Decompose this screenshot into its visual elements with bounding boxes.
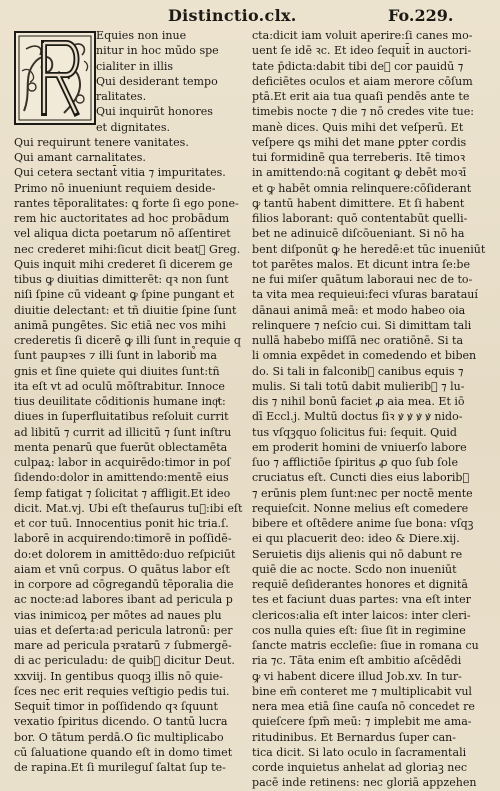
text-line: requieſcit. Nonne melius eſt comedere: [252, 501, 469, 515]
text-line: li omnia expēdet in comedendo et biben: [252, 349, 477, 363]
text-line: mare ad pericula pꝛratarū ⁊ ſubmergē-: [14, 639, 232, 652]
text-line: do. Si tali in falconib᷒ canibus equis ⁊: [252, 364, 464, 378]
text-line: tica dicit. Si lato oculo in ſacramentali: [252, 745, 467, 759]
text-line: bibere et oſtēdere anime ſue bona: vſqꝫ: [252, 517, 474, 530]
text-line: et cor tuū. Innocentius ponit hic tria.ſ.: [14, 517, 229, 530]
text-line: clericos:alia eſt inter laicos: inter cleri-: [252, 608, 471, 622]
text-line: bor. O tātum perdā.O ſic multiplicabo: [14, 730, 224, 744]
text-line: rantes tēporalitates: ꝗ forte ſi ego pone-: [14, 196, 239, 210]
text-line: cta:dicit iam voluit aperire:ſi canes mo-: [252, 29, 473, 42]
text-line: ſunt paupꝛes ⁊ illi ſunt in laborib᷒ ma: [14, 349, 217, 363]
text-line: manè dices. Quis mihi det veſperū. Et: [252, 120, 464, 134]
text-line: tes et faciunt duas partes: vna eſt inter: [252, 593, 471, 607]
text-line: ta vita mea requieui:feci vſuras baratauí: [252, 288, 478, 302]
running-title: Distinctio.clx.: [168, 6, 297, 25]
text-line: niſi ſpine cū videant ꝙ ſpine pungant et: [14, 288, 235, 302]
text-line: culpaꝝ: labor in acquirēdo:timor in poſ: [14, 456, 231, 469]
left-text-column: [14, 28, 246, 775]
text-line: Qui desiderant tempo: [96, 74, 218, 88]
text-line: deficiētes oculos et aiam merore cōſum: [252, 74, 473, 88]
text-line: bine em̄ conteret me ⁊ multiplicabit vul: [252, 684, 472, 698]
text-line: tus vſqꝫquo ſolicitus fui: ſequit. Quid: [252, 425, 457, 439]
text-line: ptā.Et erit aia tua quaſi pendēs ante te: [252, 90, 470, 103]
text-line: gnis et ſine quiete qui diuites ſunt:tñ: [14, 364, 220, 378]
text-line: Qui requirunt tenere vanitates.: [14, 135, 189, 149]
text-line: cos nulla quies eſt: ſiue ſit in regimine: [252, 623, 466, 637]
text-line: animā pungētes. Sic etiā nec vos mihi: [14, 318, 226, 332]
text-line: ⁊ erūnis plem ſunt:nec per noctē mente: [252, 486, 473, 500]
text-line: ac nocte:ad labores ibant ad pericula p: [14, 593, 233, 607]
text-line: Primo nō inueniunt requiem deside-: [14, 181, 216, 195]
text-line: rem hic auctoritates ad hoc probādum: [14, 212, 230, 225]
text-line: bet ne adinuicē diſcōueniant. Si nō ha: [252, 227, 465, 241]
text-line: em proderit homini de vniuerſo labore: [252, 440, 467, 454]
text-line: do:et dolorem in amittēdo:duo reſpiciūt: [14, 547, 236, 561]
right-text-column: [252, 28, 492, 791]
text-line: requiē deſiderantes honores et dignitā: [252, 578, 468, 591]
text-line: ſces nec erit requies veſtigio pedis tui.: [14, 684, 230, 698]
text-line: ne fui miſer quātum laboraui nec de to-: [252, 273, 473, 286]
text-line: et ꝙ habēt omnia relinquere:cōſiderant: [252, 181, 472, 195]
text-line: menta penarū que fuerūt oblectamēta: [14, 440, 228, 454]
text-line: timebis nocte ⁊ die ⁊ nō credes vite tue:: [252, 105, 475, 119]
text-line: ꝙ tantū habent dimittere. Et ſi habent: [252, 196, 465, 210]
text-line: relinquere ⁊ neſcio cui. Si dimittam tali: [252, 318, 472, 332]
text-line: Qui amant carnalitates.: [14, 151, 146, 164]
text-line: veſpere ꝗs mihi det mane ꝑpter cordis: [252, 135, 467, 149]
running-header: [0, 6, 500, 28]
text-line: bent diſponūt ꝙ he heredē:et tūc inueniūt: [252, 242, 486, 256]
text-line: Sequit̄ timor in poſſidendo qꝛ ſquunt: [14, 700, 218, 713]
text-line: Quis inquit mihi crederet ſi dicerem ge: [14, 257, 233, 271]
text-line: nera mea etiā ſine cauſa nō concedet re: [252, 700, 475, 713]
text-line: tui formidinē qua terreberis. Itē timoꝛ: [252, 151, 466, 164]
text-line: ſidendo:dolor in amittendo:mentē eius: [14, 471, 229, 485]
text-line: diues in ſuperfluitatibus reſoluit currit: [14, 410, 229, 424]
text-line: Qui inquirūt honores: [96, 105, 213, 119]
folio-number: Fo.229.: [388, 6, 454, 25]
text-line: corde inquietus anhelat ad gloriaꝫ nec: [252, 761, 468, 774]
text-line: mulis. Si tali totū dabit mulierib᷒ ⁊ lu-: [252, 379, 465, 393]
text-line: filios laborant: quō contentabūt quelli-: [252, 212, 468, 225]
text-line: quieſcere ſpm̄ meū: ⁊ implebit me ama-: [252, 715, 472, 729]
text-line: dānaui animā meā: et modo habeo oia: [252, 303, 466, 317]
text-line: quiē die ac nocte. Scdo non inueniūt: [252, 562, 457, 576]
text-line: ſancte matris eccleſie: ſiue in romana cu: [252, 639, 479, 652]
text-line: et dignitates.: [96, 120, 170, 134]
text-line: cruciatus eſt. Cuncti dies eius laborib᷒: [252, 471, 470, 485]
text-line: tibus ꝙ diuitias dimitterēt: qꝛ non ſunt: [14, 273, 229, 286]
text-line: pacē inde retinens: nec gloriā appzehen: [252, 776, 477, 790]
text-line: uent ſe idē ꝛc. Et ideo ſequit̄ in auctori-: [252, 44, 472, 58]
text-line: Qui cetera sectant̄ vitia ⁊ impuritates.: [14, 166, 226, 180]
text-line: cialiter in illis: [96, 59, 174, 73]
text-line: ſemp fatigat ⁊ ſolicitat ⁊ affligit.Et ideo: [14, 486, 231, 500]
text-line: aiam et vnū corpus. O quātus labor eſt: [14, 562, 230, 576]
text-line: di ac periculadu: de quib᷒ dicitur Deut.: [14, 654, 235, 668]
text-line: Equies non inue: [96, 29, 187, 42]
text-line: vel aliqua dicta poetarum nō aſſentiret: [14, 227, 231, 241]
text-line: vias inimicoꝝ per mōtes ad naues plu: [14, 608, 222, 622]
text-line: ria ⁊c. Tāta enim eſt ambitio aſcēdēdi: [252, 654, 462, 668]
text-line: tot parētes malos. Et dicunt intra ſe:be: [252, 257, 471, 271]
text-line: nec crederet mihi:ſicut dicit beat᷒ Greg.: [14, 242, 241, 256]
text-line: tius deuilitate cōditionis humane inqͣt:: [14, 395, 226, 408]
text-line: xxviij. In gentibus quoqꝫ illis nō quie-: [14, 669, 223, 683]
text-line: ꝙ vi habent dicere illud Job.xv. In tur-: [252, 669, 462, 683]
text-line: dicit. Mat.vj. Ubi eſt theſaurus tu᷒:ibi eſt: [14, 501, 243, 515]
text-line: laborē in acquirendo:timorē in poſſidē-: [14, 532, 232, 546]
text-line: vexatio ſpiritus dicendo. O tantū lucra: [14, 715, 228, 729]
text-line: tate p̄dicta:dabit tibi de᷒ cor pauidū ⁊: [252, 59, 464, 73]
text-line: dis ⁊ nihil bonū faciet ꝓ aia mea. Et iō: [252, 395, 465, 408]
text-line: dī Eccl.j. Multū doctus ſiꝛ ꝟ ꝟ ꝟ ꝟ nido-: [252, 410, 463, 424]
text-line: nitur in hoc mūdo spe: [96, 44, 219, 58]
text-line: crederetis ſi dicerē ꝙ illi ſunt in requie q: [14, 334, 241, 347]
text-line: in amittendo:nā cogitant ꝙ debēt moꝛī: [252, 166, 467, 180]
text-line: Seruietis dijs alienis qui nō dabunt re: [252, 547, 463, 561]
text-line: ſuo ⁊ afflictiōe ſpiritus ꝓ quo ſub ſole: [252, 456, 458, 469]
text-line: cū ſaluatione quando eſt in domo timet: [14, 745, 233, 759]
text-line: ralitates.: [96, 90, 147, 103]
text-line: ita eſt vt ad oculū mōſtrabitur. Innoce: [14, 379, 225, 393]
text-line: de rapina.Et ſi murileguſ ſaltat ſup te-: [14, 761, 226, 774]
text-line: ritudinibus. Et Bernardus ſuper can-: [252, 730, 457, 744]
text-line: ei quı placuerit deo: ideo & Diere.xij.: [252, 532, 460, 546]
text-line: in corpore ad cōgregandū tēporalia die: [14, 578, 234, 591]
text-line: diuitie delectant: et tñ diuitie ſpine ſunt: [14, 303, 237, 317]
text-line: ad libitū ⁊ currit ad illicitū ⁊ ſunt inſtru: [14, 425, 232, 439]
text-line: nullā habebo miſſā nec oratiōnē. Si ta: [252, 334, 464, 347]
text-line: uias et deſerta:ad pericula latronū: per: [14, 623, 233, 637]
